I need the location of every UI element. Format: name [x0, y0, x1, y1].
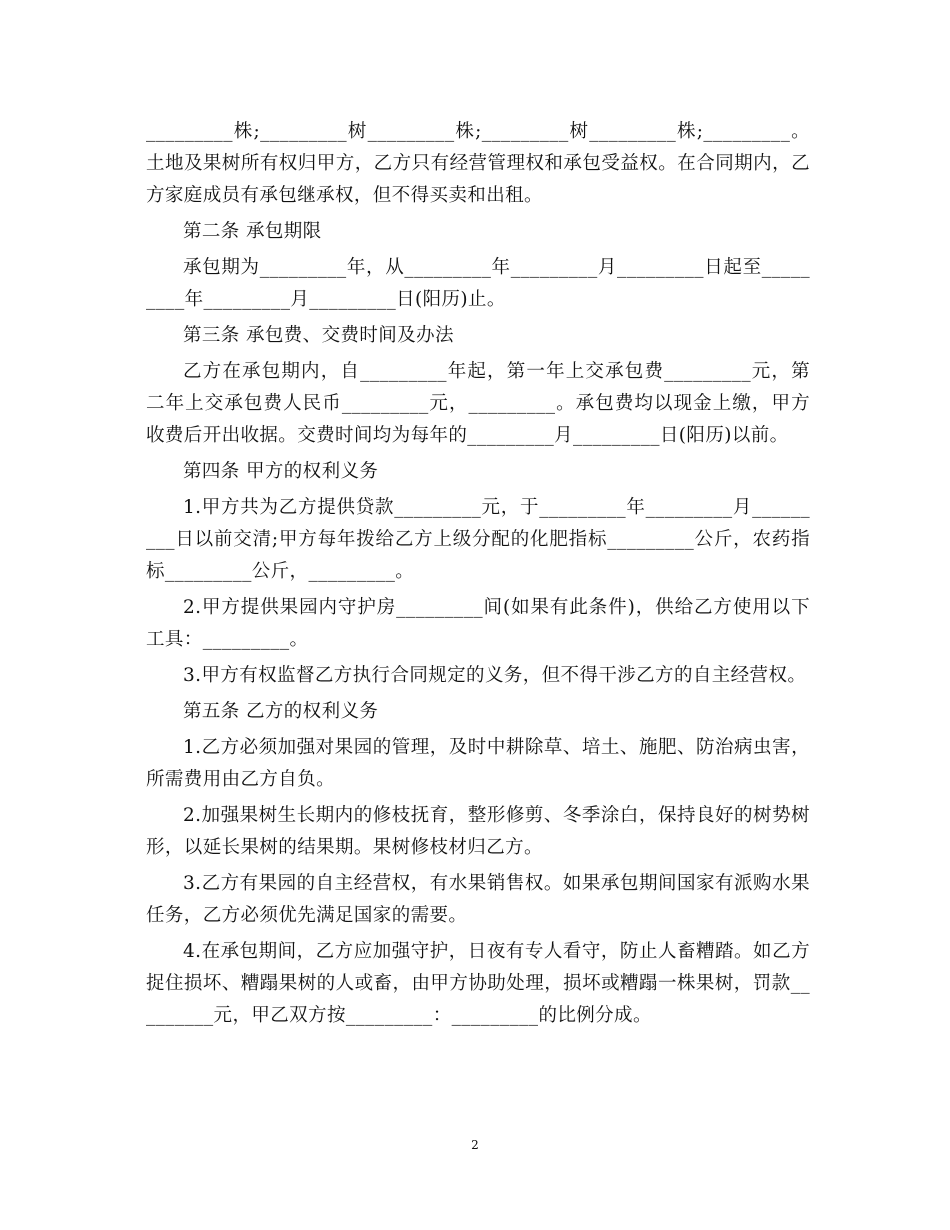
heading-article-2: 第二条 承包期限: [183, 221, 322, 242]
heading-article-4: 第四条 甲方的权利义务: [183, 461, 379, 482]
heading-article-3: 第三条 承包费、交费时间及办法: [183, 325, 454, 346]
paragraph-party-a-duty-3: 3.甲方有权监督乙方执行合同规定的义务，但不得干涉乙方的自主经营权。: [183, 665, 807, 686]
paragraph-party-b-duty-1: 1.乙方必须加强对果园的管理，及时中耕除草、培土、施肥、防治病虫害，所需费用由乙方自负。: [146, 737, 810, 790]
paragraph-party-a-duty-2: 2.甲方提供果园内守护房_________间(如果有此条件)，供给乙方使用以下工具：_________。: [146, 597, 810, 650]
paragraph-party-a-duty-1: 1.甲方共为乙方提供贷款_________元，于_________年_________月_________日以前交清;甲方每年拨给乙方上级分配的化肥指标_________公斤，农药指标_________公斤，_________。: [146, 497, 810, 582]
paragraph-party-b-duty-4: 4.在承包期间，乙方应加强守护，日夜有专人看守，防止人畜糟踏。如乙方捉住损坏、糟蹋果树的人或畜，由甲方协助处理，损坏或糟蹋一株果树，罚款_________元，甲乙双方按_________：_________的比例分成。: [146, 941, 810, 1026]
document-body: [146, 116, 810, 1036]
paragraph-contract-fee: 乙方在承包期内，自_________年起，第一年上交承包费_________元，第二年上交承包费人民币_________元，_________。承包费均以现金上缴，甲方收费后开出收据。交费时间均为每年的_________月_________日(阳历)以前。: [146, 361, 810, 446]
paragraph-party-b-duty-3: 3.乙方有果园的自主经营权，有水果销售权。如果承包期间国家有派购水果任务，乙方必须优先满足国家的需要。: [146, 873, 810, 926]
paragraph-land-ownership: _________株;_________树_________株;_________树_________株;_________。土地及果树所有权归甲方，乙方只有经营管理权和承包受益权。在合同期内，乙方家庭成员有承包继承权，但不得买卖和出租。: [146, 121, 810, 206]
heading-article-5: 第五条 乙方的权利义务: [183, 701, 379, 722]
page-number: 2: [471, 1138, 479, 1152]
paragraph-party-b-duty-2: 2.加强果树生长期内的修枝抚育，整形修剪、冬季涂白，保持良好的树势树形，以延长果树的结果期。果树修枝材归乙方。: [146, 805, 810, 858]
paragraph-contract-term: 承包期为_________年，从_________年_________月_________日起至_________年_________月_________日(阳历)止。: [146, 257, 810, 310]
